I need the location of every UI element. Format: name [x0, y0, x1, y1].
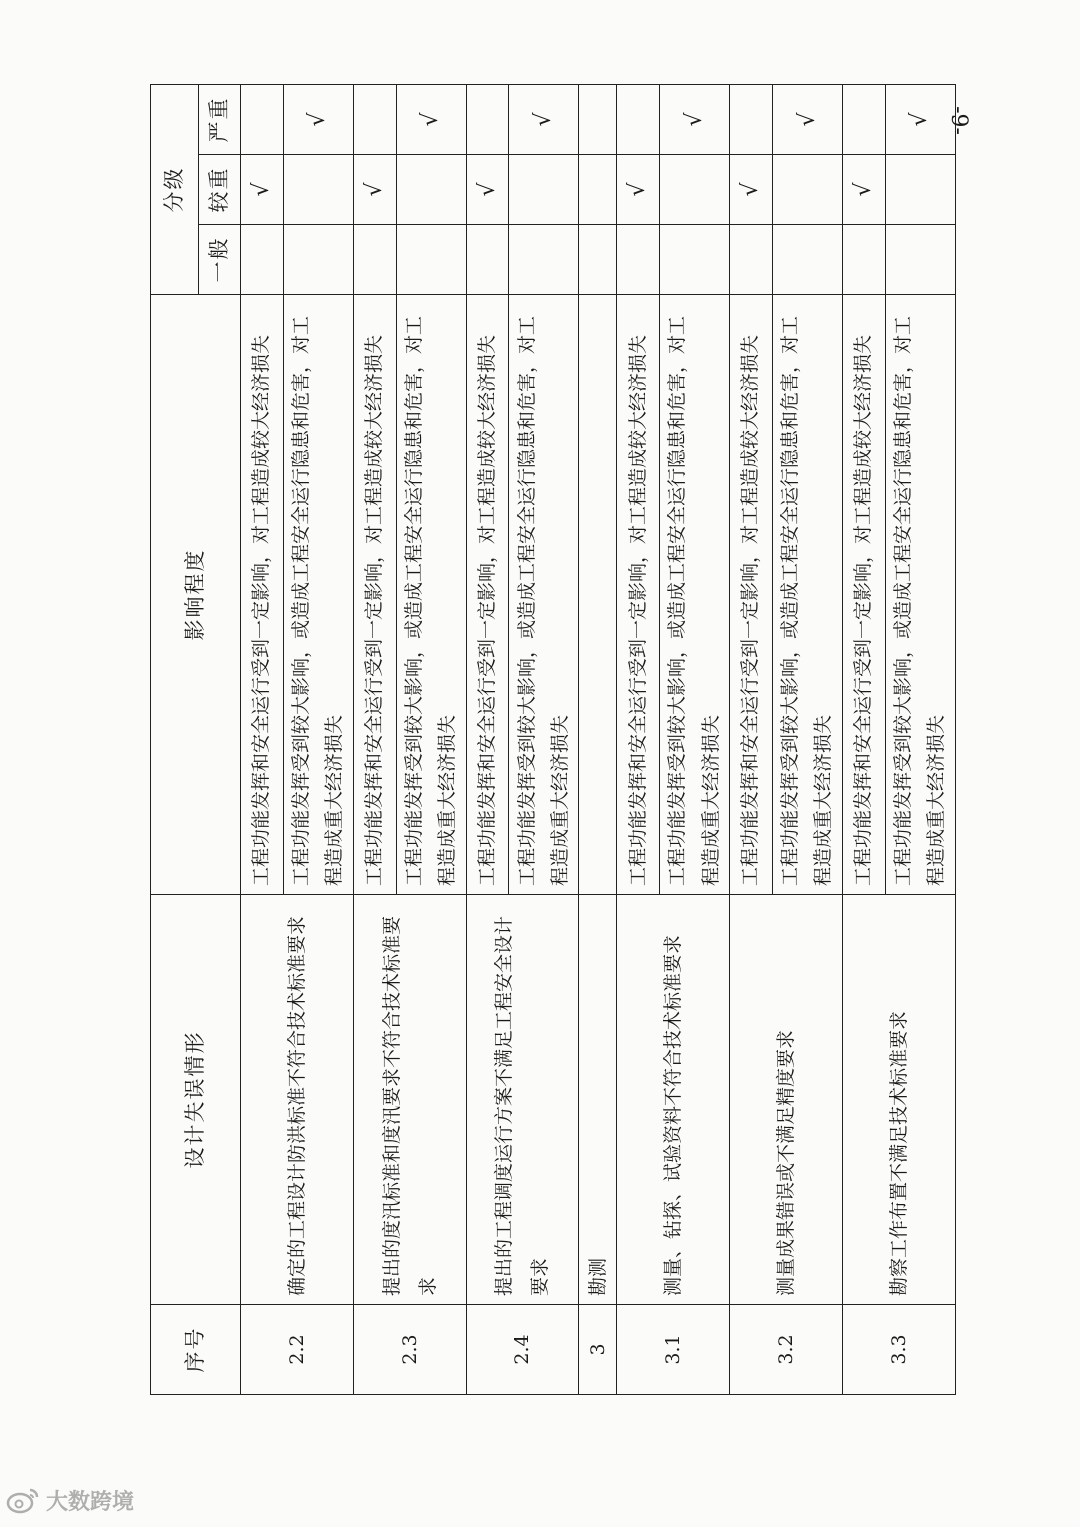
check-mark: √	[842, 155, 885, 225]
table-row	[241, 85, 284, 1395]
row-seq: 2.4	[466, 1305, 579, 1395]
row-impact: 工程功能发挥和安全运行受到一定影响，对工程造成较大经济损失	[842, 295, 885, 895]
row-impact: 工程功能发挥受到较大影响，或造成工程安全运行隐患和危害，对工程造成重大经济损失	[509, 295, 579, 895]
row-case: 测量、钻探、试验资料不符合技术标准要求	[617, 895, 730, 1305]
grade-cell	[509, 225, 579, 295]
grade-cell	[660, 155, 730, 225]
table-row	[842, 85, 885, 1395]
row-case: 勘察工作布置不满足技术标准要求	[842, 895, 955, 1305]
grade-cell	[396, 155, 466, 225]
section-grade-empty	[579, 225, 617, 295]
check-mark: √	[396, 85, 466, 155]
header-level-serious: 较重	[199, 155, 241, 225]
check-mark: √	[353, 155, 396, 225]
row-impact: 工程功能发挥和安全运行受到一定影响，对工程造成较大经济损失	[730, 295, 773, 895]
row-impact: 工程功能发挥和安全运行受到一定影响，对工程造成较大经济损失	[353, 295, 396, 895]
grade-cell	[353, 85, 396, 155]
grade-cell	[617, 225, 660, 295]
grade-cell	[617, 85, 660, 155]
section-seq: 3	[579, 1305, 617, 1395]
row-seq: 3.1	[617, 1305, 730, 1395]
grade-cell	[842, 85, 885, 155]
grade-cell	[772, 225, 842, 295]
row-seq: 3.2	[730, 1305, 843, 1395]
check-mark: √	[466, 155, 509, 225]
grade-cell	[241, 225, 284, 295]
row-impact: 工程功能发挥受到较大影响，或造成工程安全运行隐患和危害，对工程造成重大经济损失	[772, 295, 842, 895]
header-seq: 序号	[151, 1305, 241, 1395]
row-seq: 2.2	[241, 1305, 354, 1395]
check-mark: √	[283, 85, 353, 155]
check-mark: √	[885, 85, 955, 155]
check-mark: √	[509, 85, 579, 155]
check-mark: √	[617, 155, 660, 225]
row-impact: 工程功能发挥受到较大影响，或造成工程安全运行隐患和危害，对工程造成重大经济损失	[885, 295, 955, 895]
table-body	[241, 85, 956, 1395]
section-grade-empty	[579, 85, 617, 155]
row-impact: 工程功能发挥和安全运行受到一定影响，对工程造成较大经济损失	[617, 295, 660, 895]
design-error-table	[150, 84, 956, 1395]
table-row	[466, 85, 509, 1395]
grade-cell	[241, 85, 284, 155]
row-case: 提出的工程调度运行方案不满足工程安全设计要求	[466, 895, 579, 1305]
section-title: 勘测	[579, 895, 617, 1305]
grade-cell	[730, 225, 773, 295]
grade-cell	[842, 225, 885, 295]
grade-cell	[396, 225, 466, 295]
row-impact: 工程功能发挥受到较大影响，或造成工程安全运行隐患和危害，对工程造成重大经济损失	[396, 295, 466, 895]
row-case: 测量成果错误或不满足精度要求	[730, 895, 843, 1305]
page-number: -9-	[945, 105, 971, 135]
header-grade: 分级	[151, 85, 199, 295]
section-row	[579, 85, 617, 1395]
row-impact: 工程功能发挥受到较大影响，或造成工程安全运行隐患和危害，对工程造成重大经济损失	[660, 295, 730, 895]
header-case: 设计失误情形	[151, 895, 241, 1305]
header-level-severe: 严重	[199, 85, 241, 155]
check-mark: √	[660, 85, 730, 155]
grade-cell	[509, 155, 579, 225]
check-mark: √	[241, 155, 284, 225]
check-mark: √	[730, 155, 773, 225]
grade-cell	[660, 225, 730, 295]
row-impact: 工程功能发挥受到较大影响，或造成工程安全运行隐患和危害，对工程造成重大经济损失	[283, 295, 353, 895]
grade-cell	[353, 225, 396, 295]
grade-cell	[466, 225, 509, 295]
grade-cell	[885, 225, 955, 295]
table-row	[353, 85, 396, 1395]
row-impact: 工程功能发挥和安全运行受到一定影响，对工程造成较大经济损失	[241, 295, 284, 895]
grade-cell	[730, 85, 773, 155]
grade-cell	[885, 155, 955, 225]
table-row	[730, 85, 773, 1395]
section-grade-empty	[579, 155, 617, 225]
grade-cell	[466, 85, 509, 155]
grade-cell	[283, 225, 353, 295]
row-impact: 工程功能发挥和安全运行受到一定影响，对工程造成较大经济损失	[466, 295, 509, 895]
section-impact-empty	[579, 295, 617, 895]
row-seq: 2.3	[353, 1305, 466, 1395]
row-case: 提出的度汛标准和度汛要求不符合技术标准要求	[353, 895, 466, 1305]
rotated-page	[150, 85, 948, 1395]
header-impact: 影响程度	[151, 295, 241, 895]
weibo-logo-icon	[6, 1486, 40, 1514]
grade-cell	[772, 155, 842, 225]
row-case: 确定的工程设计防洪标准不符合技术标准要求	[241, 895, 354, 1305]
header-level-general: 一般	[199, 225, 241, 295]
check-mark: √	[772, 85, 842, 155]
watermark-text: 大数跨境	[46, 1489, 135, 1515]
watermark	[6, 1480, 134, 1520]
grade-cell	[283, 155, 353, 225]
row-seq: 3.3	[842, 1305, 955, 1395]
table-row	[617, 85, 660, 1395]
